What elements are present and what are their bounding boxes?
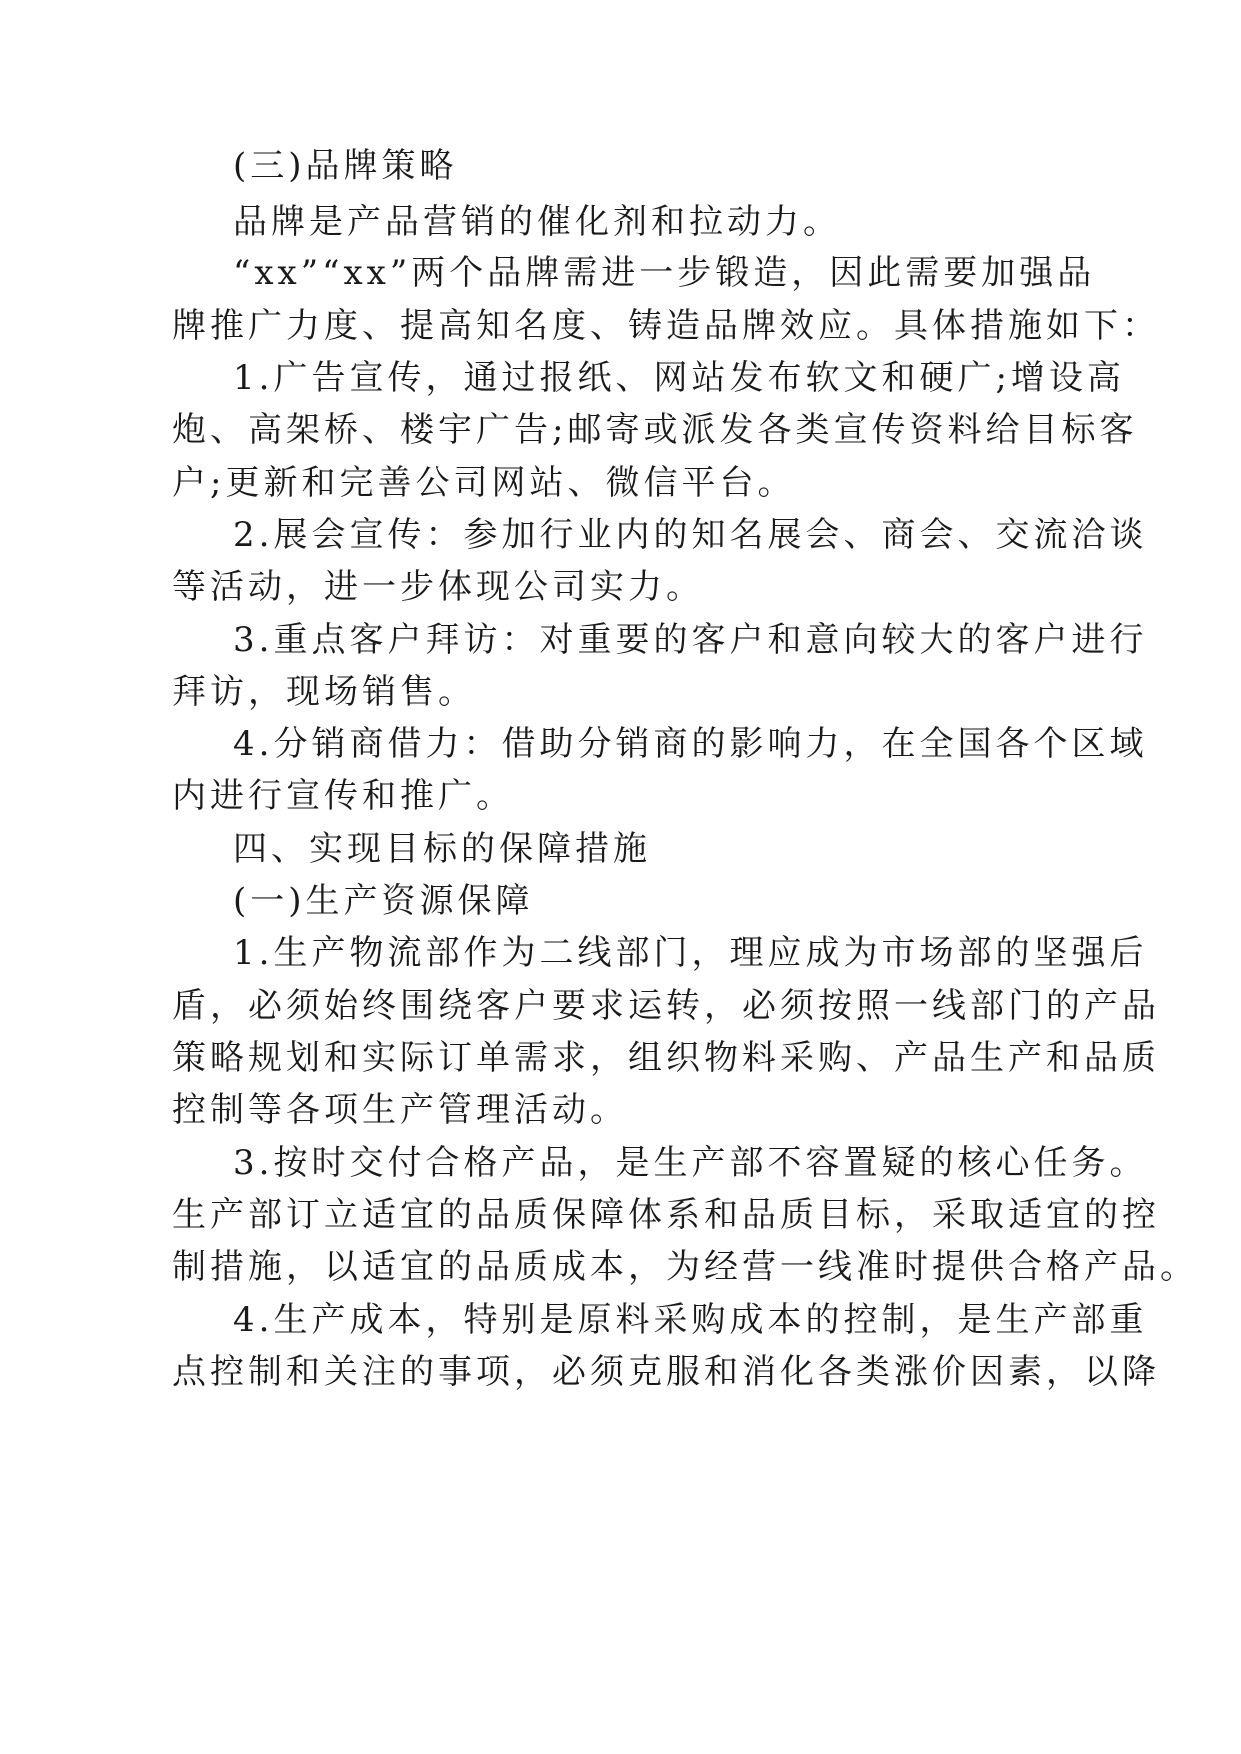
text-line: 生产部订立适宜的品质保障体系和品质目标，采取适宜的控: [172, 1195, 1160, 1235]
paragraph-line: [0, 662, 1241, 722]
text-line: 4.分销商借力：借助分销商的影响力，在全国各个区域: [233, 724, 1148, 764]
paragraph-line: [0, 1237, 1241, 1297]
text-line: 内进行宣传和推广。: [172, 776, 514, 816]
list-item-2: [0, 505, 1241, 565]
text-line: 1.生产物流部作为二线部门，理应成为市场部的坚强后: [233, 933, 1148, 973]
list-item-4: [0, 1290, 1241, 1350]
text-line: 盾，必须始终围绕客户要求运转，必须按照一线部门的产品: [172, 986, 1160, 1026]
text-line: 3.按时交付合格产品，是生产部不容置疑的核心任务。: [233, 1143, 1148, 1183]
text-line: (一)生产资源保障: [233, 881, 534, 921]
paragraph-line: [0, 766, 1241, 826]
paragraph-line: [0, 1185, 1241, 1245]
heading-brand-strategy: [0, 136, 1241, 196]
list-item-4: [0, 714, 1241, 774]
paragraph-line: [0, 976, 1241, 1036]
text-line: “xx”“xx”两个品牌需进一步锻造，因此需要加强品: [233, 253, 1096, 293]
paragraph-line: [0, 400, 1241, 460]
section-heading: [0, 819, 1241, 879]
text-line: 四、实现目标的保障措施: [233, 829, 651, 869]
paragraph-line: [0, 243, 1241, 303]
paragraph-line: [0, 296, 1241, 356]
text-line: 策略规划和实际订单需求，组织物料采购、产品生产和品质: [172, 1038, 1160, 1078]
text-line: 点控制和关注的事项，必须克服和消化各类涨价因素，以降: [172, 1352, 1160, 1392]
paragraph-line: [0, 1028, 1241, 1088]
text-line: 3.重点客户拜访：对重要的客户和意向较大的客户进行: [233, 620, 1148, 660]
paragraph-line: [0, 1080, 1241, 1140]
paragraph-line: [0, 557, 1241, 617]
text-line: 户;更新和完善公司网站、微信平台。: [172, 463, 796, 503]
paragraph-line: [0, 1342, 1241, 1402]
text-line: 制措施，以适宜的品质成本，为经营一线准时提供合格产品。: [172, 1247, 1198, 1287]
text-line: 牌推广力度、提高知名度、铸造品牌效应。具体措施如下：: [172, 306, 1160, 346]
text-line: 品牌是产品营销的催化剂和拉动力。: [233, 202, 841, 242]
text-line: 4.生产成本，特别是原料采购成本的控制，是生产部重: [233, 1300, 1148, 1340]
list-item-3: [0, 610, 1241, 670]
text-line: 控制等各项生产管理活动。: [172, 1090, 628, 1130]
text-line: 等活动，进一步体现公司实力。: [172, 567, 704, 607]
text-line: 拜访，现场销售。: [172, 672, 476, 712]
text-line: 炮、高架桥、楼宇广告;邮寄或派发各类宣传资料给目标客: [172, 410, 1138, 450]
list-item-1: [0, 348, 1241, 408]
list-item-3: [0, 1133, 1241, 1193]
text-line: 2.展会宣传：参加行业内的知名展会、商会、交流洽谈: [233, 515, 1148, 555]
text-line: (三)品牌策略: [233, 146, 458, 186]
paragraph-line: [0, 453, 1241, 513]
text-line: 1.广告宣传，通过报纸、网站发布软文和硬广;增设高: [233, 358, 1125, 398]
subsection-heading: [0, 871, 1241, 931]
list-item-1: [0, 923, 1241, 983]
